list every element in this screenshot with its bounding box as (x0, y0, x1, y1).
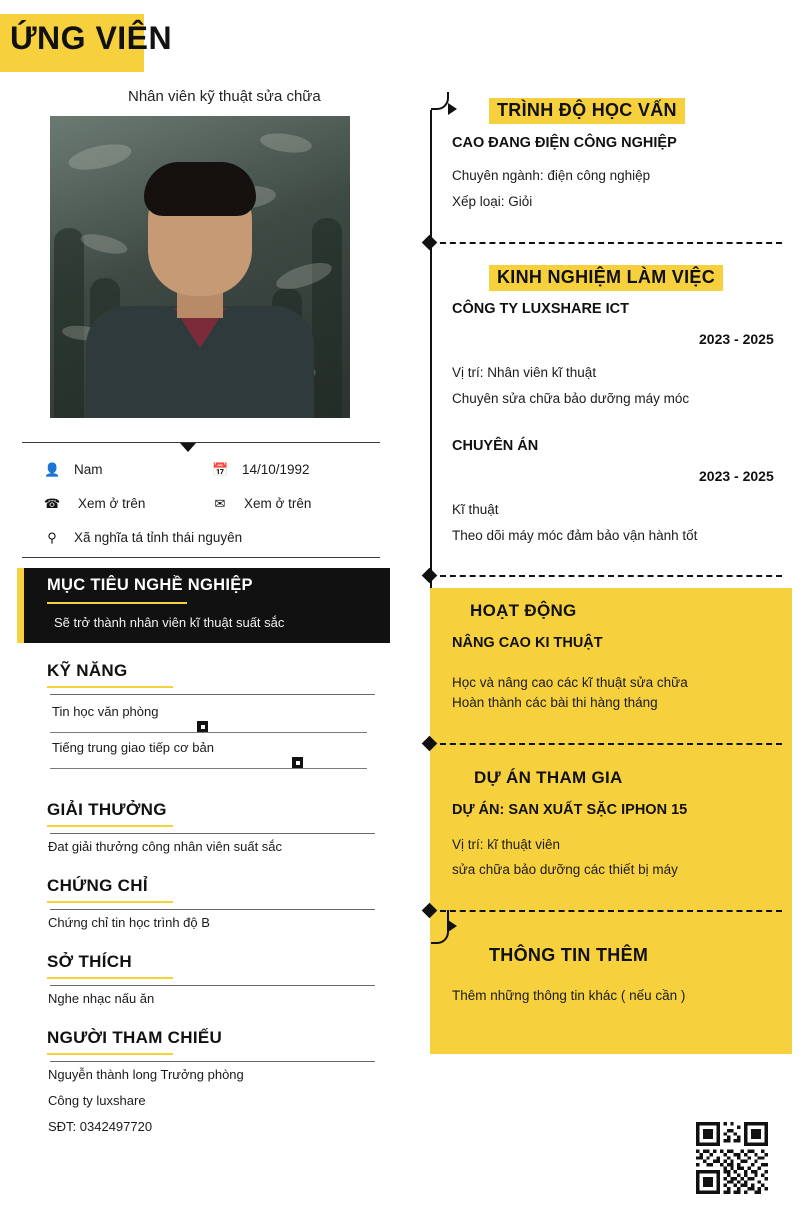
person-icon: 👤 (44, 462, 61, 477)
divider (22, 557, 380, 558)
skills-title: KỸ NĂNG (47, 661, 128, 680)
info-email: Xem ở trên (244, 496, 312, 511)
timeline-dashed-separator (440, 575, 782, 577)
timeline-dashed-separator (440, 743, 782, 745)
more-info-line: Thêm những thông tin khác ( nếu cần ) (452, 988, 686, 1003)
education-title: TRÌNH ĐỘ HỌC VẤN (489, 98, 685, 124)
timeline-dashed-separator (440, 910, 782, 912)
references-title: NGƯỜI THAM CHIẾU (47, 1028, 223, 1047)
projects-title: DỰ ÁN THAM GIA (474, 768, 623, 787)
underline (47, 901, 173, 903)
timeline-dashed-separator (440, 242, 782, 244)
chevron-down-icon (180, 443, 196, 452)
photo-subject (80, 168, 320, 418)
awards-title: GIẢI THƯỞNG (47, 800, 167, 819)
envelope-icon: ✉ (214, 496, 226, 511)
candidate-photo (50, 116, 350, 418)
award-item: Đat giải thưởng công nhân viên suất sắc (48, 839, 283, 854)
education-line: Xếp loại: Giỏi (452, 194, 533, 209)
location-pin-icon: ⚲ (47, 530, 57, 545)
underline (47, 686, 173, 688)
experience-line: Theo dõi máy móc đảm bảo vận hành tốt (452, 528, 698, 543)
experience-date: 2023 - 2025 (699, 468, 774, 484)
activities-subtitle: NÂNG CAO KI THUẬT (452, 635, 603, 651)
info-address: Xã nghĩa tá tỉnh thái nguyên (74, 530, 243, 545)
experience-line: Chuyên sửa chữa bảo dưỡng máy móc (452, 391, 690, 406)
projects-line: sửa chữa bảo dưỡng các thiết bị máy (452, 862, 678, 877)
divider (50, 694, 375, 695)
underline (47, 825, 173, 827)
qr-code[interactable] (696, 1122, 768, 1192)
timeline-node (422, 235, 438, 251)
info-gender: Nam (74, 462, 103, 477)
info-birthday: 14/10/1992 (242, 462, 310, 477)
skill-label: Tin học văn phòng (52, 704, 159, 719)
skill-track (50, 768, 367, 769)
experience-company: CHUYÊN ÁN (452, 438, 539, 454)
page-title: ỨNG VIÊN (10, 20, 173, 56)
right-yellow-panel (430, 588, 792, 1054)
reference-line: SĐT: 0342497720 (48, 1119, 153, 1134)
timeline-arrow-icon (448, 920, 457, 932)
phone-icon: ☎ (44, 496, 61, 511)
experience-line: Vị trí: Nhân viên kĩ thuật (452, 365, 597, 380)
hobby-item: Nghe nhạc nấu ăn (48, 991, 155, 1006)
certificate-item: Chứng chỉ tin học trình độ B (48, 915, 210, 930)
skill-label: Tiếng trung giao tiếp cơ bản (52, 740, 214, 755)
divider (50, 985, 375, 986)
divider (50, 833, 375, 834)
projects-line: Vị trí: kĩ thuật viên (452, 837, 561, 852)
experience-date: 2023 - 2025 (699, 331, 774, 347)
underline (47, 1053, 173, 1055)
activities-title: HOẠT ĐỘNG (470, 601, 577, 620)
hobbies-title: SỞ THÍCH (47, 952, 132, 971)
activities-line: Hoàn thành các bài thi hàng tháng (452, 695, 658, 710)
divider (50, 909, 375, 910)
career-objective-title: MỤC TIÊU NGHỀ NGHIỆP (47, 576, 253, 594)
timeline-hook (431, 910, 449, 944)
career-objective-accent (17, 568, 24, 643)
skill-level-marker (197, 721, 208, 732)
calendar-icon: 📅 (212, 462, 229, 477)
underline (47, 602, 187, 604)
timeline-hook (431, 92, 449, 110)
divider (22, 442, 380, 443)
reference-line: Công ty luxshare (48, 1093, 146, 1108)
skill-track (50, 732, 367, 733)
education-school: CAO ĐANG ĐIỆN CÔNG NGHIỆP (452, 135, 677, 151)
timeline-node (422, 568, 438, 584)
experience-company: CÔNG TY LUXSHARE ICT (452, 301, 629, 317)
certificates-title: CHỨNG CHỈ (47, 876, 148, 895)
skill-level-marker (292, 757, 303, 768)
activities-line: Học và nâng cao các kĩ thuật sửa chữa (452, 675, 688, 690)
experience-line: Kĩ thuật (452, 502, 499, 517)
career-objective-text: Sẽ trở thành nhân viên kĩ thuật suất sắc (54, 615, 285, 630)
photo-decoration (259, 130, 313, 155)
underline (47, 977, 173, 979)
education-line: Chuyên ngành: điện công nghiệp (452, 168, 651, 183)
job-subtitle: Nhân viên kỹ thuật sửa chữa (128, 88, 321, 105)
reference-line: Nguyễn thành long Trưởng phòng (48, 1067, 244, 1082)
divider (50, 1061, 375, 1062)
projects-subtitle: DỰ ÁN: SAN XUẤT SẶC IPHON 15 (452, 802, 688, 818)
more-info-title: THÔNG TIN THÊM (489, 945, 649, 965)
experience-title: KINH NGHIỆM LÀM VIỆC (489, 265, 723, 291)
info-phone: Xem ở trên (78, 496, 146, 511)
timeline-arrow-icon (448, 103, 457, 115)
